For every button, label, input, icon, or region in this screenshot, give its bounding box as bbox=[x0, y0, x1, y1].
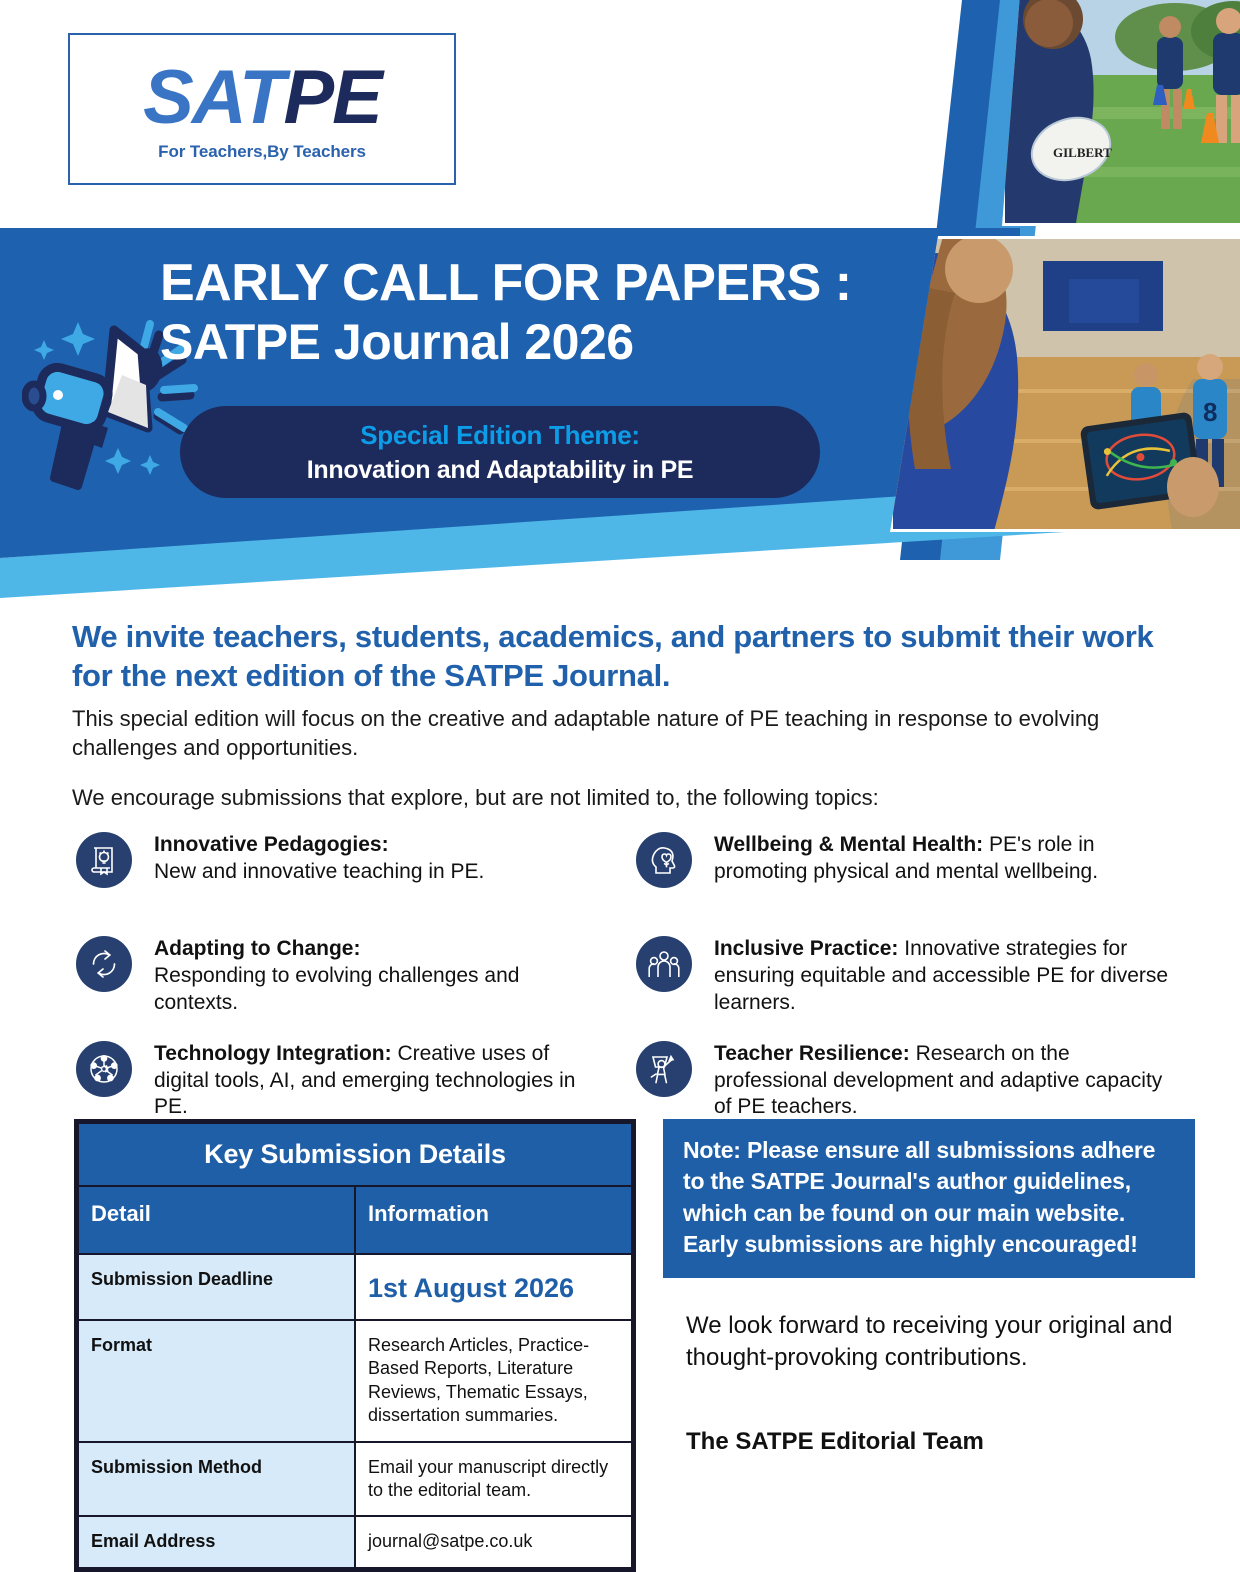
svg-text:8: 8 bbox=[1203, 397, 1218, 427]
topic-text bbox=[714, 1039, 1174, 1122]
note-box: Note: Please ensure all submissions adhere to the SATPE Journal's author guidelines, which can be found on our main website. Early submissions are highly encouraged! bbox=[663, 1119, 1195, 1278]
topic-text bbox=[154, 934, 584, 1017]
topic-title: Innovative Pedagogies: bbox=[154, 833, 389, 856]
table-header-information: Information bbox=[355, 1186, 632, 1254]
signoff-text: The SATPE Editorial Team bbox=[686, 1428, 984, 1455]
person-raised-arm-icon bbox=[636, 1041, 692, 1097]
table-cell-information: Research Articles, Practice-Based Reports, Literature Reviews, Thematic Essays, dissertation summaries. bbox=[355, 1320, 632, 1442]
topic-description: PE's role in promoting physical and mental wellbeing. bbox=[714, 833, 1099, 883]
topic-text bbox=[154, 1039, 584, 1122]
indoor-gym-tablet-photo bbox=[890, 236, 1240, 532]
title-line-1: EARLY CALL FOR PAPERS : bbox=[160, 254, 852, 312]
intro-paragraph-2: We encourage submissions that explore, but are not limited to, the following topics: bbox=[72, 785, 879, 810]
logo-text-sat: SAT bbox=[143, 55, 284, 140]
topic-title: Adapting to Change: bbox=[154, 937, 361, 960]
closing-text: We look forward to receiving your original and thought-provoking contributions. bbox=[686, 1312, 1173, 1372]
topic-item bbox=[636, 830, 1176, 912]
topic-description: Innovative strategies for ensuring equitable and accessible PE for diverse learners. bbox=[714, 937, 1169, 1014]
table-title: Key Submission Details bbox=[78, 1123, 632, 1186]
theme-text: Innovation and Adaptability in PE bbox=[306, 455, 694, 484]
key-submission-details-table bbox=[74, 1119, 636, 1572]
table-row bbox=[78, 1442, 632, 1517]
gear-network-icon bbox=[76, 1041, 132, 1097]
topic-text bbox=[154, 830, 584, 886]
header-area bbox=[0, 0, 1240, 600]
topic-text bbox=[714, 830, 1174, 886]
table-cell-detail: Email Address bbox=[78, 1516, 355, 1567]
topic-description: Responding to evolving challenges and contexts. bbox=[154, 963, 520, 1014]
table-cell-detail: Format bbox=[78, 1320, 355, 1442]
refresh-arrows-icon bbox=[76, 936, 132, 992]
logo-wordmark bbox=[143, 55, 381, 140]
topic-item bbox=[76, 1039, 636, 1122]
table-row bbox=[78, 1516, 632, 1567]
table-header-detail: Detail bbox=[78, 1186, 355, 1254]
topic-item bbox=[76, 934, 636, 1017]
topic-title: Inclusive Practice: bbox=[714, 937, 899, 960]
svg-text:GILBERT: GILBERT bbox=[1053, 145, 1112, 160]
intro-paragraph-1: This special edition will focus on the creative and adaptable nature of PE teaching in response to evolving challenges and opportunities. bbox=[72, 706, 1100, 761]
title-line-2: SATPE Journal 2026 bbox=[160, 314, 634, 371]
table-row bbox=[78, 1320, 632, 1442]
theme-label: Special Edition Theme: bbox=[360, 419, 640, 450]
topic-text bbox=[714, 934, 1174, 1017]
topics-grid bbox=[76, 830, 1176, 1143]
intro-heading: We invite teachers, students, academics, and partners to submit their work for the next edition of the SATPE Journal. bbox=[72, 619, 1154, 694]
book-lightbulb-icon bbox=[76, 832, 132, 888]
special-edition-theme-pill bbox=[180, 406, 820, 498]
topic-description: Creative uses of digital tools, AI, and emerging technologies in PE. bbox=[154, 1041, 576, 1119]
topic-item bbox=[636, 1039, 1176, 1122]
table-cell-email-value[interactable]: journal@satpe.co.uk bbox=[355, 1516, 632, 1567]
topic-item bbox=[76, 830, 636, 912]
topic-description: New and innovative teaching in PE. bbox=[154, 859, 485, 883]
people-group-icon bbox=[636, 936, 692, 992]
table-cell-detail: Submission Method bbox=[78, 1442, 355, 1517]
table-cell-detail: Submission Deadline bbox=[78, 1254, 355, 1320]
table-cell-deadline-value: 1st August 2026 bbox=[355, 1254, 632, 1320]
satpe-logo bbox=[68, 33, 456, 185]
topic-item bbox=[636, 934, 1176, 1017]
topic-title: Wellbeing & Mental Health: bbox=[714, 833, 984, 856]
page-title bbox=[160, 254, 900, 371]
topic-description: Research on the professional development and adaptive capacity of PE teachers. bbox=[714, 1041, 1163, 1119]
table-cell-information: Email your manuscript directly to the editorial team. bbox=[355, 1442, 632, 1517]
logo-tagline: For Teachers,By Teachers bbox=[158, 142, 366, 161]
logo-text-pe: PE bbox=[283, 55, 381, 140]
table-row bbox=[78, 1254, 632, 1320]
outdoor-pe-lesson-photo bbox=[1002, 0, 1240, 226]
head-heart-icon bbox=[636, 832, 692, 888]
topic-title: Teacher Resilience: bbox=[714, 1041, 910, 1065]
topic-title: Technology Integration: bbox=[154, 1041, 392, 1065]
